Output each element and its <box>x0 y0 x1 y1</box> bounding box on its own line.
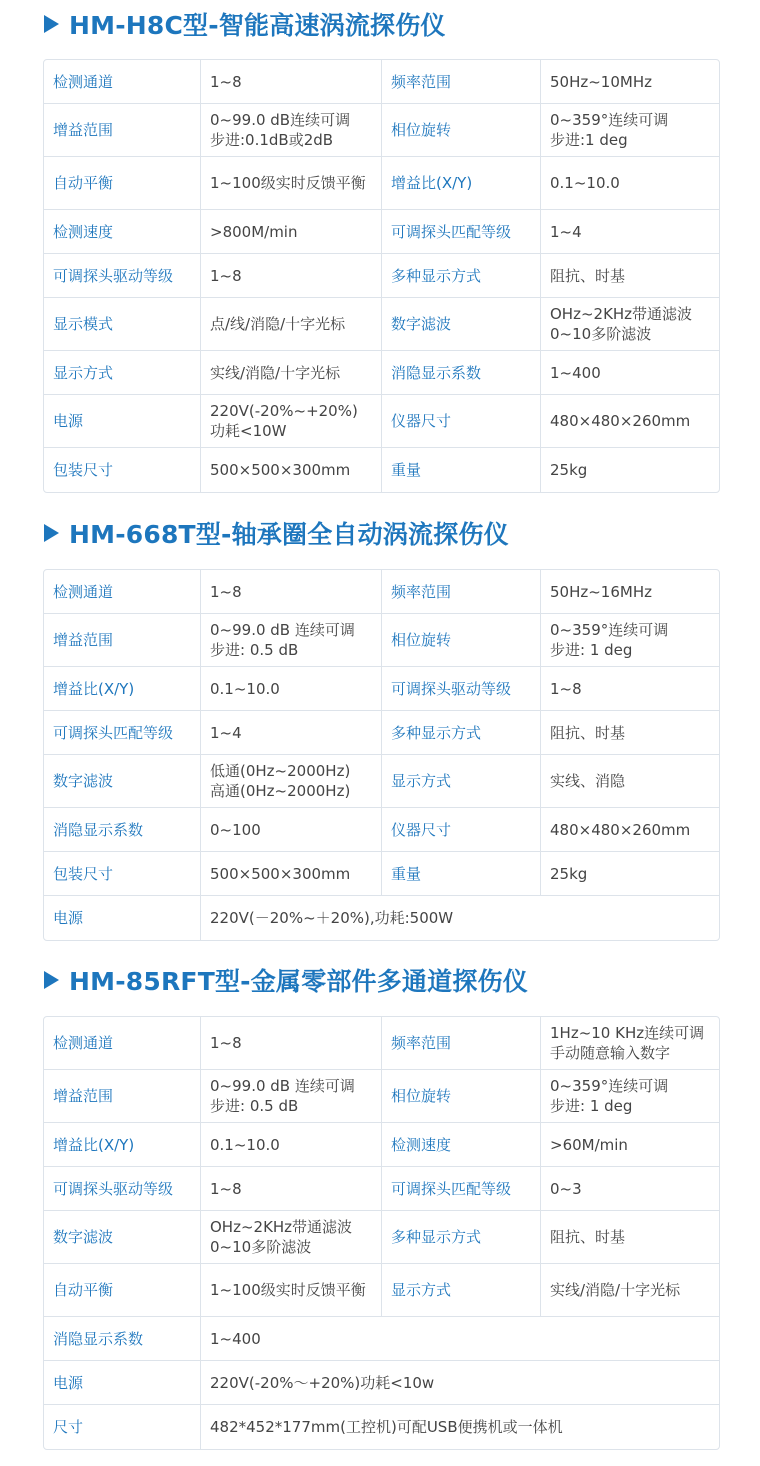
spec-value: 25kg <box>541 852 719 896</box>
triangle-bullet-icon <box>44 971 59 989</box>
spec-value: 阻抗、时基 <box>541 711 719 755</box>
spec-value: 1~100级实时反馈平衡 <box>201 1264 382 1317</box>
spec-label: 相位旋转 <box>382 614 541 667</box>
spec-label: 数字滤波 <box>44 1211 201 1264</box>
spec-label: 仪器尺寸 <box>382 395 541 448</box>
spec-label: 检测通道 <box>44 570 201 614</box>
spec-value: 1~400 <box>201 1317 719 1361</box>
spec-label: 尺寸 <box>44 1405 201 1449</box>
spec-label: 可调探头驱动等级 <box>44 1167 201 1211</box>
spec-label: 检测通道 <box>44 1017 201 1070</box>
spec-value: 480×480×260mm <box>541 395 719 448</box>
spec-label: 增益范围 <box>44 614 201 667</box>
spec-label: 数字滤波 <box>382 298 541 351</box>
table-row <box>44 1264 719 1317</box>
spec-label: 包装尺寸 <box>44 448 201 492</box>
spec-value: 0.1~10.0 <box>541 157 719 210</box>
spec-label: 电源 <box>44 395 201 448</box>
spec-value: 1~4 <box>201 711 382 755</box>
spec-label: 可调探头匹配等级 <box>44 711 201 755</box>
spec-value: 480×480×260mm <box>541 808 719 852</box>
spec-value: 实线/消隐/十字光标 <box>201 351 382 395</box>
spec-value: 1~4 <box>541 210 719 254</box>
spec-label: 仪器尺寸 <box>382 808 541 852</box>
table-row <box>44 60 719 104</box>
spec-label: 显示模式 <box>44 298 201 351</box>
spec-value: 0~3 <box>541 1167 719 1211</box>
spec-value: 0~99.0 dB连续可调 步进:0.1dB或2dB <box>201 104 382 157</box>
spec-value: 0~99.0 dB 连续可调 步进: 0.5 dB <box>201 1070 382 1123</box>
table-row <box>44 755 719 808</box>
table-row <box>44 1017 719 1070</box>
spec-value: 阻抗、时基 <box>541 1211 719 1264</box>
spec-label: 增益比(X/Y) <box>382 157 541 210</box>
table-row <box>44 1167 719 1211</box>
table-row <box>44 808 719 852</box>
spec-label: 相位旋转 <box>382 104 541 157</box>
spec-label: 消隐显示系数 <box>382 351 541 395</box>
spec-label: 增益比(X/Y) <box>44 667 201 711</box>
spec-value: 0.1~10.0 <box>201 667 382 711</box>
spec-value: 1~8 <box>201 1167 382 1211</box>
spec-value: 0~99.0 dB 连续可调 步进: 0.5 dB <box>201 614 382 667</box>
spec-label: 可调探头驱动等级 <box>44 254 201 298</box>
spec-label: 增益范围 <box>44 1070 201 1123</box>
spec-value: 实线、消隐 <box>541 755 719 808</box>
table-row <box>44 667 719 711</box>
spec-label: 数字滤波 <box>44 755 201 808</box>
spec-label: 显示方式 <box>382 755 541 808</box>
spec-label: 频率范围 <box>382 570 541 614</box>
spec-label: 自动平衡 <box>44 1264 201 1317</box>
spec-label: 消隐显示系数 <box>44 808 201 852</box>
spec-table-body <box>44 60 719 492</box>
spec-value: 0~359°连续可调 步进: 1 deg <box>541 1070 719 1123</box>
spec-label: 重量 <box>382 852 541 896</box>
table-row <box>44 157 719 210</box>
table-row <box>44 1123 719 1167</box>
table-row <box>44 395 719 448</box>
table-row <box>44 1211 719 1264</box>
section-title-text: HM-H8C型-智能高速涡流探伤仪 <box>69 11 446 40</box>
spec-value: 0.1~10.0 <box>201 1123 382 1167</box>
spec-value: 500×500×300mm <box>201 852 382 896</box>
table-row <box>44 104 719 157</box>
spec-value: 1~400 <box>541 351 719 395</box>
spec-value: 1~8 <box>541 667 719 711</box>
table-row <box>44 1361 719 1405</box>
spec-value: 1~8 <box>201 254 382 298</box>
spec-value: 482*452*177mm(工控机)可配USB便携机或一体机 <box>210 1418 563 1436</box>
spec-value: 1~8 <box>201 60 382 104</box>
spec-value: 0~100 <box>201 808 382 852</box>
spec-label: 重量 <box>382 448 541 492</box>
table-row <box>44 351 719 395</box>
spec-value: 220V(-20%～+20%)功耗<10w <box>201 1361 719 1405</box>
spec-label: 可调探头驱动等级 <box>382 667 541 711</box>
table-row <box>44 1070 719 1123</box>
section-title-2 <box>44 515 509 551</box>
spec-value: >800M/min <box>201 210 382 254</box>
spec-label: 电源 <box>44 1361 201 1405</box>
spec-value: 500×500×300mm <box>201 448 382 492</box>
section-title-1 <box>44 6 446 42</box>
table-row <box>44 1317 719 1361</box>
spec-table-2 <box>43 569 720 941</box>
section-title-text: HM-668T型-轴承圈全自动涡流探伤仪 <box>69 520 509 549</box>
spec-value: 50Hz~10MHz <box>541 60 719 104</box>
spec-value: 1~8 <box>201 1017 382 1070</box>
spec-label: 检测速度 <box>44 210 201 254</box>
table-row <box>44 1405 719 1449</box>
spec-label: 相位旋转 <box>382 1070 541 1123</box>
spec-label: 显示方式 <box>44 351 201 395</box>
table-row <box>44 298 719 351</box>
spec-table-1 <box>43 59 720 493</box>
spec-label: 自动平衡 <box>44 157 201 210</box>
table-row <box>44 448 719 492</box>
table-row <box>44 711 719 755</box>
spec-table-3 <box>43 1016 720 1450</box>
triangle-bullet-icon <box>44 15 59 33</box>
spec-label: 多种显示方式 <box>382 254 541 298</box>
spec-label: 频率范围 <box>382 60 541 104</box>
section-title-text: HM-85RFT型-金属零部件多通道探伤仪 <box>69 967 528 996</box>
spec-table-body <box>44 570 719 940</box>
spec-label: 增益比(X/Y) <box>44 1123 201 1167</box>
spec-label: 可调探头匹配等级 <box>382 1167 541 1211</box>
spec-label: 增益范围 <box>44 104 201 157</box>
spec-value: 低通(0Hz~2000Hz) 高通(0Hz~2000Hz) <box>201 755 382 808</box>
table-row <box>44 614 719 667</box>
spec-label: 多种显示方式 <box>382 1211 541 1264</box>
spec-value: OHz~2KHz带通滤波 0~10多阶滤波 <box>201 1211 382 1264</box>
triangle-bullet-icon <box>44 524 59 542</box>
table-row <box>44 254 719 298</box>
spec-label: 可调探头匹配等级 <box>382 210 541 254</box>
spec-value: 1~8 <box>201 570 382 614</box>
spec-label: 检测速度 <box>382 1123 541 1167</box>
spec-label: 频率范围 <box>382 1017 541 1070</box>
spec-value: 220V(-20%~+20%)功耗<10W <box>201 395 382 448</box>
spec-value: 25kg <box>550 461 588 479</box>
spec-value: 点/线/消隐/十字光标 <box>201 298 382 351</box>
table-row <box>44 210 719 254</box>
spec-label: 电源 <box>44 896 201 940</box>
spec-value: 220V(－20%~＋20%),功耗:500W <box>210 909 454 927</box>
spec-value: 1Hz~10 KHz连续可调 手动随意输入数字 <box>541 1017 719 1070</box>
spec-label: 消隐显示系数 <box>44 1317 201 1361</box>
spec-label: 显示方式 <box>382 1264 541 1317</box>
spec-label: 多种显示方式 <box>382 711 541 755</box>
table-row <box>44 896 719 940</box>
spec-value: 阻抗、时基 <box>541 254 719 298</box>
spec-value: 0~359°连续可调 步进:1 deg <box>541 104 719 157</box>
table-row <box>44 852 719 896</box>
spec-value: OHz~2KHz带通滤波 0~10多阶滤波 <box>541 298 719 351</box>
spec-value: 实线/消隐/十字光标 <box>541 1264 719 1317</box>
spec-value: 1~100级实时反馈平衡 <box>201 157 382 210</box>
spec-value: 0~359°连续可调 步进: 1 deg <box>541 614 719 667</box>
spec-label: 包装尺寸 <box>44 852 201 896</box>
spec-value: >60M/min <box>541 1123 719 1167</box>
spec-value: 50Hz~16MHz <box>541 570 719 614</box>
spec-table-body <box>44 1017 719 1449</box>
spec-label: 检测通道 <box>44 60 201 104</box>
section-title-3 <box>44 962 528 998</box>
table-row <box>44 570 719 614</box>
